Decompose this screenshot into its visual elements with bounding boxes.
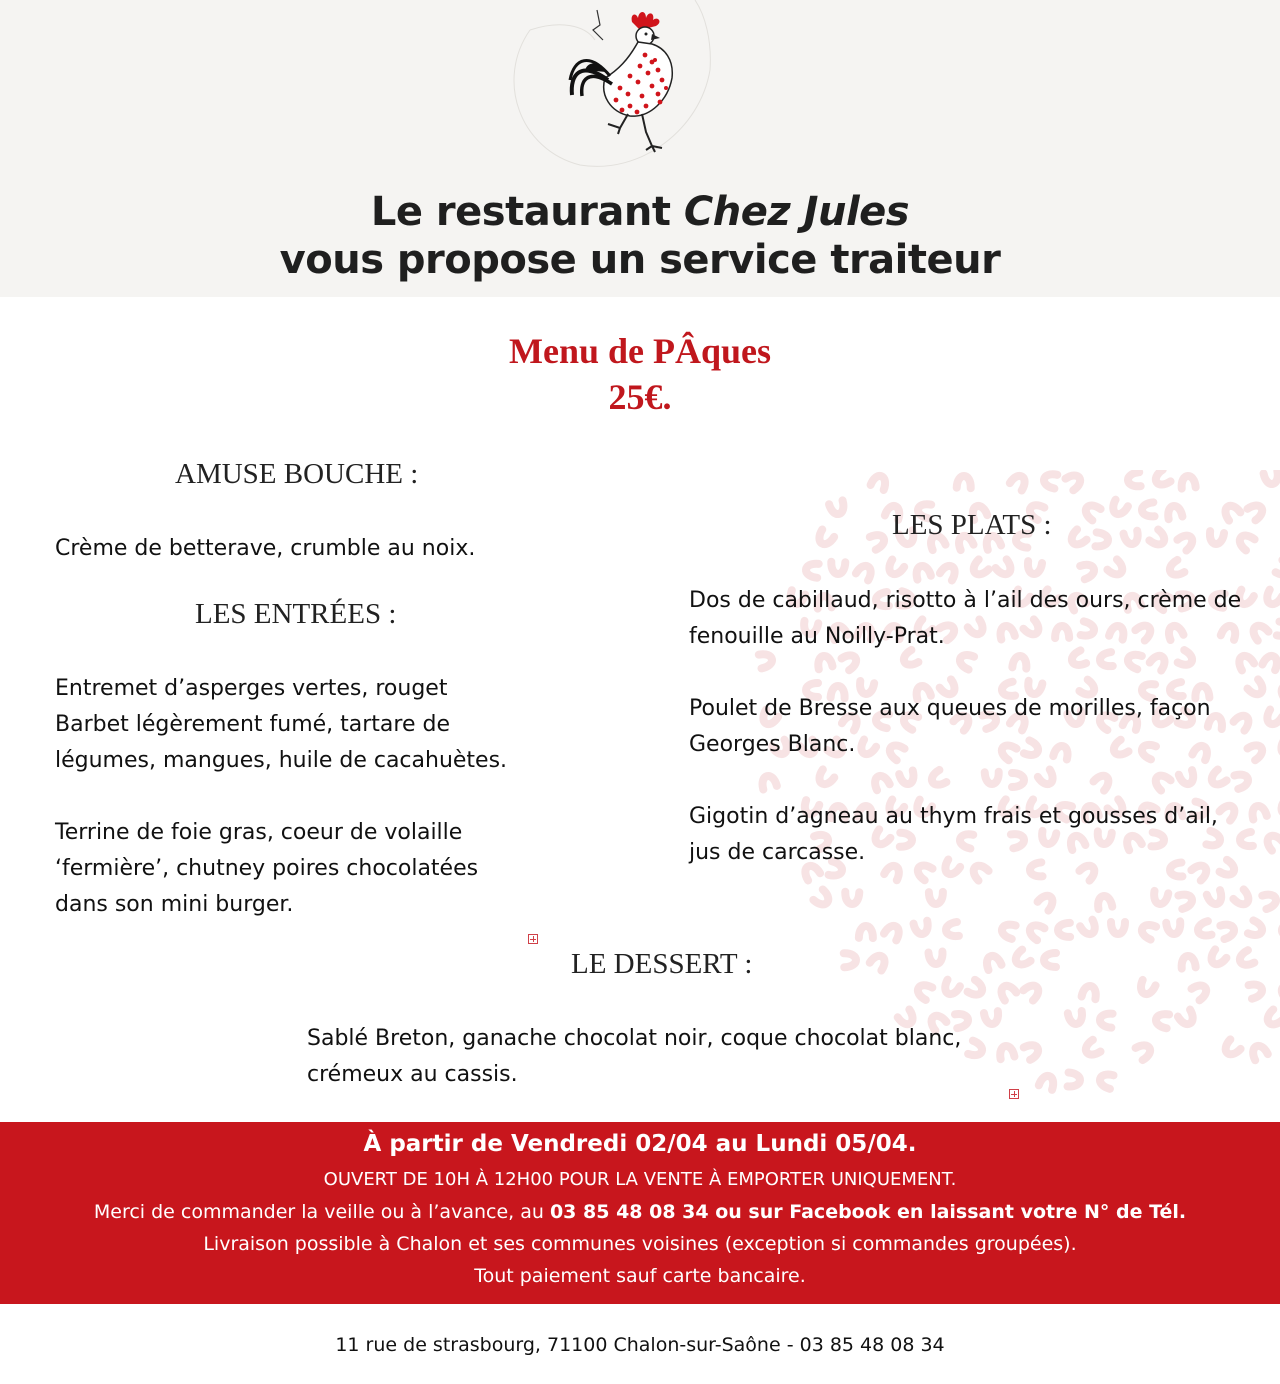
pattern-squiggle — [1248, 920, 1265, 938]
pattern-squiggle — [1095, 532, 1108, 547]
pattern-squiggle — [1152, 891, 1168, 905]
pattern-squiggle — [984, 954, 1001, 970]
pattern-squiggle — [1038, 892, 1056, 910]
pattern-squiggle — [1138, 980, 1156, 997]
pattern-squiggle — [940, 563, 958, 580]
pattern-squiggle — [1178, 892, 1193, 909]
pattern-squiggle — [1153, 470, 1171, 488]
pattern-squiggle — [1247, 502, 1265, 520]
pattern-squiggle — [1250, 1043, 1268, 1060]
pattern-squiggle — [913, 921, 929, 936]
menu-price: 25€. — [608, 377, 672, 417]
pattern-squiggle — [829, 500, 846, 515]
pattern-squiggle — [1149, 530, 1167, 548]
pattern-squiggle — [1264, 832, 1280, 850]
pattern-squiggle — [1264, 590, 1280, 607]
pattern-squiggle — [813, 889, 831, 907]
pattern-squiggle — [1276, 560, 1280, 578]
info-band — [0, 1122, 1280, 1304]
menu-item: Gigotin d’agneau au thym frais et gousses d’ail, jus de carcasse. — [689, 804, 1218, 865]
menu-item: Dos de cabillaud, risotto à l’ail des ours, crème de fenouille au Noilly-Prat. — [689, 588, 1242, 649]
plus-icon — [528, 934, 538, 944]
pattern-squiggle — [968, 980, 986, 998]
pattern-squiggle — [844, 953, 856, 967]
pattern-squiggle — [1136, 1042, 1153, 1060]
menu-item: Crème de betterave, crumble au noix. — [55, 536, 476, 561]
pattern-squiggle — [1082, 985, 1098, 999]
pattern-squiggle — [1233, 889, 1251, 907]
pattern-squiggle — [1237, 950, 1254, 968]
pattern-squiggle — [1262, 892, 1278, 909]
pattern-squiggle — [1208, 949, 1226, 967]
hours-text: OUVERT DE 10H À 12H00 POUR LA VENTE À EMPORTER UNIQUEMENT. — [323, 1169, 957, 1190]
payment-text: Tout paiement sauf carte bancaire. — [474, 1265, 806, 1287]
menu-item: Sablé Breton, ganache chocolat noir, coque chocolat blanc, crémeux au cassis. — [307, 1026, 962, 1087]
order-prefix: Merci de commander la veille ou à l’avance, au — [93, 1201, 550, 1223]
pattern-squiggle — [1222, 503, 1240, 521]
pattern-squiggle — [1181, 955, 1196, 968]
section-title-dessert: LE DESSERT : — [571, 948, 753, 980]
pattern-squiggle — [914, 564, 931, 579]
title-line-2: vous propose un service traiteur — [279, 237, 1001, 283]
pattern-squiggle — [1000, 922, 1015, 939]
pattern-squiggle — [1010, 473, 1028, 491]
menu-name: Menu de PÂques — [508, 331, 772, 371]
pattern-squiggle — [816, 530, 834, 548]
pattern-squiggle — [1264, 471, 1280, 485]
pattern-squiggle — [1024, 1042, 1041, 1060]
pattern-squiggle — [1083, 502, 1101, 520]
section-title-entrees: LES ENTRÉES : — [195, 598, 397, 630]
pattern-squiggle — [1127, 472, 1140, 487]
pattern-squiggle — [1166, 505, 1182, 519]
entrees-list — [55, 671, 525, 923]
pattern-squiggle — [1209, 531, 1225, 545]
pattern-squiggle — [1080, 920, 1098, 937]
pattern-squiggle — [1191, 982, 1209, 1000]
pattern-squiggle — [970, 559, 988, 577]
pattern-squiggle — [1166, 921, 1181, 934]
order-text — [0, 1201, 1280, 1223]
pattern-squiggle — [1080, 562, 1096, 579]
pattern-squiggle — [1141, 502, 1154, 517]
pattern-squiggle — [929, 892, 943, 904]
rooster-icon — [500, 0, 715, 170]
menu-title — [0, 328, 1280, 420]
pattern-squiggle — [1083, 1040, 1101, 1058]
pattern-squiggle — [1013, 950, 1031, 968]
pattern-squiggle — [886, 560, 904, 578]
delivery-text: Livraison possible à Chalon et ses communes voisines (exception si commandes groupées). — [203, 1233, 1077, 1255]
pattern-squiggle — [1110, 500, 1128, 517]
pattern-squiggle — [1207, 890, 1224, 906]
pattern-squiggle — [870, 532, 887, 550]
pattern-squiggle — [1222, 1039, 1240, 1057]
pattern-squiggle — [1155, 1012, 1169, 1028]
pattern-squiggle — [1264, 1009, 1280, 1027]
menu-item: Entremet d’asperges vertes, rouget Barbet légèrement fumé, tartare de légumes, mangues, huile de cacahuètes. — [55, 676, 508, 773]
pattern-squiggle — [957, 476, 971, 488]
pattern-squiggle — [1181, 475, 1196, 488]
pattern-squiggle — [1068, 529, 1086, 547]
section-title-plats: LES PLATS : — [892, 509, 1052, 541]
dessert-list — [307, 1021, 1007, 1093]
menu-item: Terrine de foie gras, coeur de volaille ‘fermière’, chutney poires chocolatées dans son mini burger. — [55, 820, 479, 917]
pattern-squiggle — [845, 892, 859, 904]
pattern-squiggle — [871, 474, 888, 490]
page-title — [0, 188, 1280, 284]
amuse-bouche-list — [55, 531, 535, 567]
pattern-squiggle — [1247, 742, 1265, 760]
pattern-squiggle — [1043, 472, 1058, 488]
dates-text: À partir de Vendredi 02/04 au Lundi 05/04. — [363, 1131, 917, 1157]
pattern-squiggle — [1178, 1010, 1196, 1027]
pattern-squiggle — [942, 980, 960, 997]
pattern-squiggle — [1096, 895, 1112, 909]
pattern-squiggle — [1027, 561, 1043, 575]
pattern-squiggle — [915, 982, 932, 1000]
pattern-squiggle — [1044, 953, 1056, 967]
pattern-squiggle — [831, 562, 845, 574]
pattern-squiggle — [1249, 982, 1264, 998]
pattern-squiggle — [1250, 804, 1267, 819]
pattern-squiggle — [1262, 653, 1280, 670]
title-prefix: Le restaurant — [370, 189, 684, 235]
order-contact: 03 85 48 08 34 ou sur Facebook en laissant votre N° de Tél. — [549, 1201, 1187, 1223]
pattern-squiggle — [884, 923, 902, 940]
pattern-squiggle — [998, 983, 1016, 1001]
pattern-squiggle — [1177, 532, 1195, 550]
section-title-amuse-bouche: AMUSE BOUCHE : — [175, 458, 419, 490]
pattern-squiggle — [1123, 531, 1139, 546]
footer-address: 11 rue de strasbourg, 71100 Chalon-sur-Saône - 03 85 48 08 34 — [335, 1334, 945, 1356]
menu-item: Poulet de Bresse aux queues de morilles, façon Georges Blanc. — [689, 696, 1211, 757]
pattern-squiggle — [1098, 1072, 1113, 1089]
pattern-squiggle — [1140, 922, 1157, 940]
plats-list — [689, 583, 1249, 871]
pattern-squiggle — [1196, 921, 1211, 938]
pattern-squiggle — [1237, 532, 1255, 550]
pattern-squiggle — [1027, 922, 1045, 940]
pattern-squiggle — [1099, 1013, 1112, 1028]
pattern-squiggle — [996, 559, 1014, 577]
pattern-squiggle — [1264, 710, 1280, 727]
pattern-squiggle — [856, 563, 874, 580]
pattern-squiggle — [1167, 560, 1184, 578]
pattern-squiggle — [1068, 1072, 1081, 1087]
pattern-squiggle — [945, 922, 959, 938]
pattern-squiggle — [1039, 1074, 1056, 1090]
pattern-squiggle — [1023, 982, 1041, 1000]
pattern-squiggle — [1068, 1011, 1084, 1025]
pattern-squiggle — [1058, 923, 1070, 937]
plus-icon — [1009, 1089, 1019, 1099]
pattern-squiggle — [1250, 622, 1268, 640]
pattern-squiggle — [1220, 922, 1236, 939]
pattern-squiggle — [859, 926, 873, 938]
pattern-squiggle — [1247, 679, 1265, 697]
pattern-squiggle — [1065, 472, 1083, 490]
pattern-squiggle — [870, 953, 888, 971]
pattern-squiggle — [1107, 559, 1125, 577]
title-line-1 — [0, 188, 1280, 236]
pattern-squiggle — [928, 952, 943, 965]
header — [0, 0, 1280, 297]
pattern-squiggle — [1111, 922, 1125, 934]
pattern-squiggle — [805, 563, 818, 578]
restaurant-name: Chez Jules — [683, 189, 910, 235]
